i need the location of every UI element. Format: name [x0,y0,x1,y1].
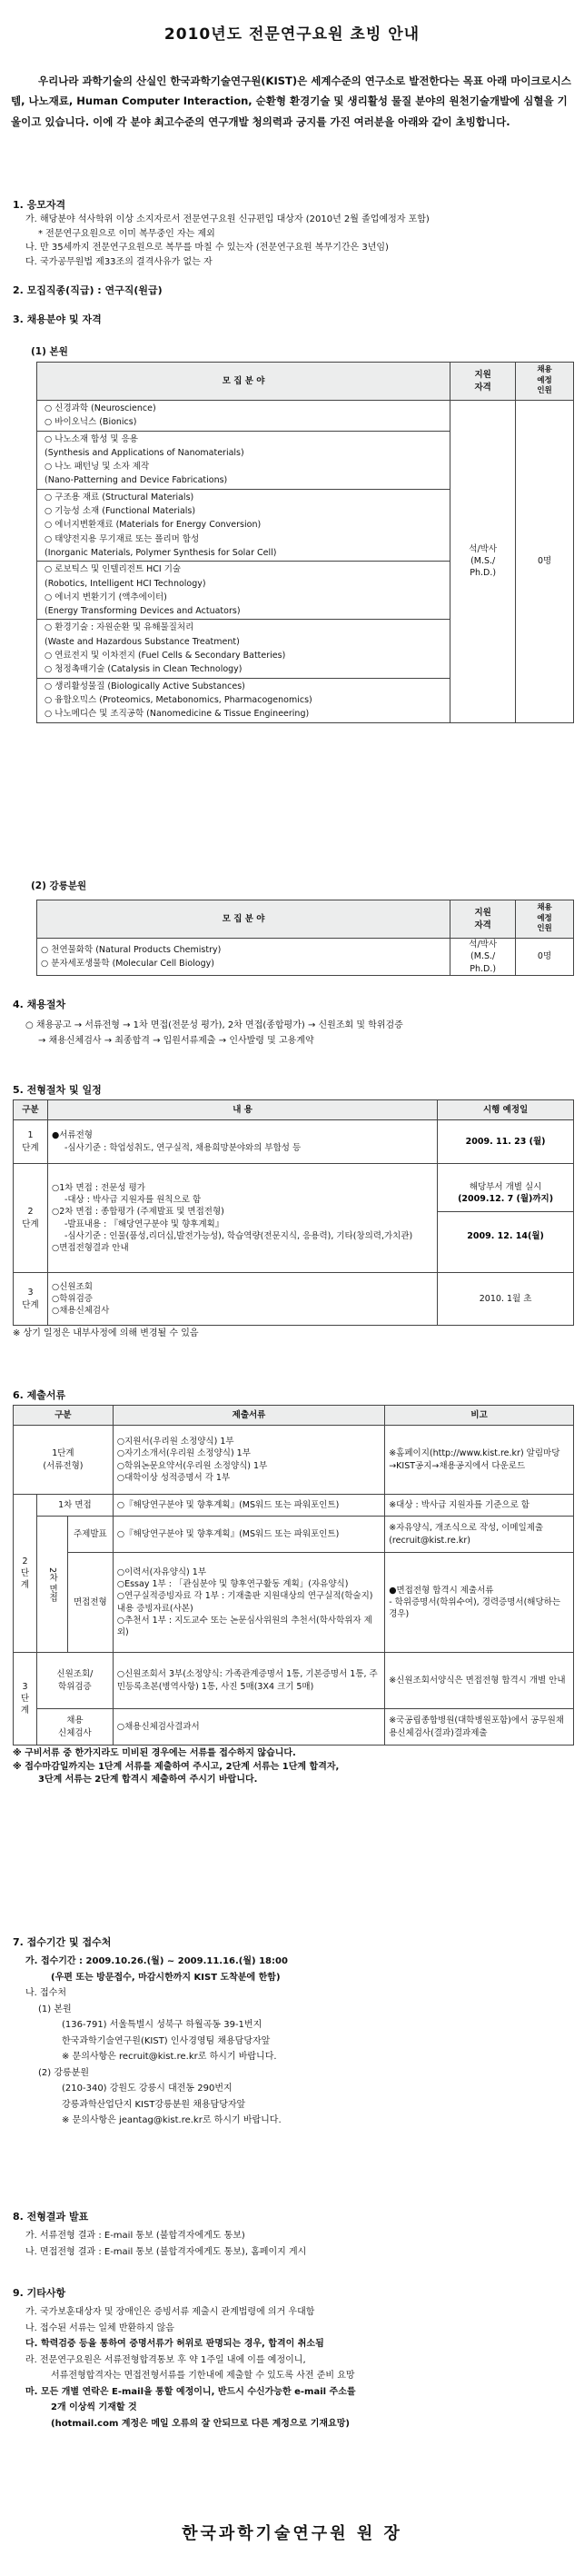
qualification: 석/박사 (M.S./ Ph.D.) [450,939,516,976]
th-field: 모 집 분 야 [37,363,450,401]
s9-item: 가. 국가보훈대상자 및 장애인은 증빙서류 제출시 관계법령에 의거 우대함 [25,2307,315,2317]
section-9-body [13,2304,571,2432]
field-item: ○ 신경과학 (Neuroscience) [45,403,156,413]
content-line: -발표내용 : 『해당연구분야 및 향후계획』 [64,1218,224,1229]
step-content [47,1120,437,1164]
documents-table [13,1405,574,1787]
s1-item-b: 나. 만 35세까지 전문연구요원으로 복무를 마칠 수 있는자 (전문연구요원 복무기간은 3년임) [25,243,389,253]
section-6-title: 6. 제출서류 [13,1389,66,1401]
doc-item: ○추천서 1부 : 지도교수 또는 논문심사위원의 추천서(학사학위자 제외) [116,1615,372,1638]
th-step: 구분 [14,1100,48,1120]
fields-table-main [36,362,574,723]
content-line: -심사기준 : 인물(품성,리더십,발전가능성), 학습역량(전문지식, 응용력), 기타(창의력,가치관) [64,1230,413,1241]
docs-footnote: 3단계 서류는 2단계 합격시 제출하여 주시기 바랍니다. [38,1775,258,1785]
row-note: ※신원조회서양식은 면접전형 합격시 개별 안내 [385,1653,574,1709]
fields-table-gangneung [36,900,574,976]
field-item: (Synthesis and Applications of Nanomaterials) [45,447,244,458]
field-item: ○ 로보틱스 및 인텔리전트 HCI 기술 [45,564,182,575]
section-8-body [13,2228,571,2260]
doc-item: ○지원서(우리원 소정양식) 1부 [116,1436,234,1447]
process-line: ○ 채용공고 → 서류전형 → 1차 면접(전문성 평가), 2차 면접(종합평가) → 신원조회 및 학위검증 [25,1020,403,1030]
row-label: 2차 면접 [36,1517,67,1653]
step-label: 3 단계 [14,1273,48,1326]
step-date: 2010. 1월 초 [438,1273,574,1326]
th-date: 시행 예정일 [438,1100,574,1120]
th-docs: 제출서류 [113,1406,384,1426]
section-3-2-title: (2) 강릉분원 [31,880,87,891]
th-qual: 지원 자격 [450,900,516,939]
section-1-body [13,213,571,269]
content-line: ○채용신체검사 [51,1306,110,1317]
s7-org: 강릉과학산업단지 KIST강릉분원 채용담당자앞 [62,2099,246,2110]
s1-item-a: 가. 해당분야 석사학위 이상 소지자로서 전문연구요원 신규편입 대상자 (2010년 2월 졸업예정자 포함) [25,214,430,224]
doc-item: ○이력서(자유양식) 1부 [116,1566,206,1577]
field-item: (Inorganic Materials, Polymer Synthesis for Solar Cell) [45,547,277,558]
hire-count: 0명 [516,939,574,976]
doc-item: ○자기소개서(우리원 소정양식) 1부 [116,1448,251,1459]
field-group [37,401,450,432]
row-label: 신원조회/ 학위검증 [36,1653,113,1709]
row-note: ※대상 : 박사급 지원자를 기준으로 함 [385,1495,574,1517]
row-note: ※홈페이지(http://www.kist.re.kr) 알림마당→KIST공지→채용공지에서 다운로드 [385,1426,574,1495]
hire-count: 0명 [516,401,574,723]
content-line: -심사기준 : 학업성취도, 연구실적, 채용희망분야와의 부합성 등 [64,1142,302,1153]
intro-paragraph: 우리나라 과학기술의 산실인 한국과학기술연구원(KIST)은 세계수준의 연구소로 발전한다는 목표 아래 마이크로시스템, 나노재료, Human Computer Interaction, 순환형 환경기술 및 생리활성 물질 분야의 원천기술개발에 심혈을 기울이고 있습니다. 이에 각 분야 최고수준의 연구개발 청의력과 긍지를 가진 여러분을 아래와 같이 초빙합니다. [11,75,571,128]
row-note: ※자유양식, 개조식으로 작성, 이메일제출 (recruit@kist.re.kr) [385,1517,574,1553]
s7-inquiry: ※ 문의사항은 jeantag@kist.re.kr로 하시기 바랍니다. [62,2115,282,2125]
page-title: 2010년도 전문연구요원 초빙 안내 [163,25,421,44]
content-line: ●서류전형 [51,1130,93,1141]
field-item: (Waste and Hazardous Substance Treatment) [45,636,240,647]
content-line: ○2차 면접 : 종합평가 (주제발표 및 면접전형) [51,1207,224,1218]
s1-item-c: 다. 국가공무원법 제33조의 결격사유가 없는 자 [25,256,213,267]
field-list [37,939,450,976]
row-label: 1차 면접 [36,1495,113,1517]
row-docs: ○『해당연구분야 및 향후계획』(MS워드 또는 파워포인트) [113,1495,384,1517]
field-item: ○ 연료전지 및 이차전지 (Fuel Cells & Secondary Batteries) [45,651,286,661]
th-count: 채용 예정 인원 [516,363,574,401]
field-item: ○ 구조용 재료 (Structural Materials) [45,492,194,502]
field-group [37,620,450,678]
s9-item: 다. 학력검증 등을 통하여 증명서류가 허위로 판명되는 경우, 합격이 취소됨 [25,2339,324,2349]
th-field: 모 집 분 야 [37,900,450,939]
step-date [438,1164,574,1273]
th-category: 구분 [14,1406,114,1426]
field-item: ○ 나노소재 합성 및 응용 [45,433,138,444]
content-line: -대상 : 박사급 지원자를 원칙으로 함 [64,1194,202,1205]
step-content [47,1273,437,1326]
step-date: 2009. 11. 23 (월) [438,1120,574,1164]
row-sublabel: 주제발표 [67,1517,113,1553]
field-group [37,432,450,490]
row-docs [113,1553,384,1653]
s7-item-a2: (우편 또는 방문접수, 마감시한까지 KIST 도착분에 한함) [51,1972,281,1983]
field-item: ○ 바이오닉스 (Bionics) [45,417,137,428]
schedule-table [13,1099,574,1341]
s7-address: (210-340) 강원도 강릉시 대전동 290번지 [62,2084,233,2094]
note-item: - 학위증명서(학위수여), 경력증명서(해당하는 경우) [389,1596,560,1620]
date-line: 2009. 12. 14(월) [467,1230,544,1241]
s9-item: 2개 이상씩 기재할 것 [51,2402,137,2412]
field-item: (Nano-Patterning and Device Fabrications) [45,475,228,486]
doc-item: ○대학이상 성적증명서 각 1부 [116,1472,231,1483]
field-item: (Robotics, Intelligent HCI Technology) [45,578,206,589]
date-line: (2009.12. 7 (월)까지) [458,1194,554,1205]
row-docs: ○『해당연구분야 및 향후계획』(MS워드 또는 파워포인트) [113,1517,384,1553]
qualification: 석/박사 (M.S./ Ph.D.) [450,401,516,723]
content-line: ○학위검증 [51,1293,93,1304]
row-label: 1단계 (서류전형) [14,1426,114,1495]
signature: 한국과학기술연구원 원 장 [182,2524,402,2543]
section-9-title: 9. 기타사항 [13,2287,66,2299]
step-content [47,1164,437,1273]
section-7-title: 7. 접수기간 및 접수처 [13,1936,112,1948]
content-line: ○신원조회 [51,1281,93,1292]
field-item: ○ 나노 패턴닝 및 소자 제작 [45,462,150,472]
field-item: ○ 기능성 소재 (Functional Materials) [45,506,196,517]
s9-item: 서류전형합격자는 면접전형서류를 기한내에 제출할 수 있도록 사전 준비 요망 [51,2371,355,2381]
s9-item: 마. 모든 개별 연락은 E-mail을 통할 예정이니, 반드시 수신가능한 e-mail 주소를 [25,2386,356,2397]
note-item: ●면접전형 합격시 제출서류 [389,1585,494,1596]
s7-item-a: 가. 접수기간 : 2009.10.26.(월) ~ 2009.11.16.(월) 18:00 [25,1956,288,1966]
row-docs: ○신원조회서 3부(소정양식: 가족관계증명서 1통, 기본증명서 1통, 주민등록초본(병역사항) 1통, 사진 5매(3X4 크기 5매) [113,1653,384,1709]
field-item: ○ 에너지 변환기기 (액추에이터) [45,592,167,602]
field-item: ○ 환경기술 : 자원순환 및 유해물질처리 [45,622,194,633]
section-3-title: 3. 채용분야 및 자격 [13,313,102,325]
s7-item-b: 나. 접수처 [25,1988,66,1998]
docs-footnote: ※ 접수마감일까지는 1단계 서류를 제출하여 주시고, 2단계 서류는 1단계 합격자, [13,1761,340,1772]
field-item: ○ 청정촉매기술 (Catalysis in Clean Technology) [45,664,243,675]
row-docs [113,1426,384,1495]
s7-org: 한국과학기술연구원(KIST) 인사경영팀 채용담당자앞 [62,2035,271,2046]
field-group [37,562,450,620]
s7-address: (136-791) 서울특별시 성북구 하월곡동 39-1번지 [62,2020,262,2030]
field-item: ○ 생리활성물질 (Biologically Active Substances) [45,681,245,691]
field-item: ○ 천연물화학 (Natural Products Chemistry) [41,944,222,955]
th-content: 내 용 [47,1100,437,1120]
docs-footnote: ※ 구비서류 중 한가지라도 미비된 경우에는 서류를 접수하지 않습니다. [13,1748,296,1758]
process-line: → 채용신체검사 → 최종합격 → 입원서류제출 → 인사발령 및 고용계약 [38,1036,314,1046]
th-qual: 지원 자격 [450,363,516,401]
field-item: ○ 융합오믹스 (Proteomics, Metabonomics, Pharmacogenomics) [45,694,312,705]
s1-item-a-note: * 전문연구요원으로 이미 복무중인 자는 제외 [38,228,215,239]
s8-item: 가. 서류전형 결과 : E-mail 통보 (불합격자에게도 통보) [25,2231,245,2241]
step-label: 3 단 계 [14,1653,37,1746]
section-8-title: 8. 전형결과 발표 [13,2211,89,2223]
content-line: ○면접전형결과 안내 [51,1243,129,1254]
s9-item: (hotmail.com 계정은 메일 오류의 잘 안되므로 다른 계정으로 기재요망) [51,2418,350,2429]
field-group [37,679,450,722]
s7-branch-2: (2) 강릉분원 [38,2067,89,2078]
field-item: ○ 나노메디슨 및 조직공학 (Nanomedicine & Tissue Engineering) [45,709,310,720]
row-note [385,1553,574,1653]
doc-item: ○연구실적증빙자료 각 1부 : 기재출판 지원대상의 연구실적(학술지) 내용 증빙자료(사본) [116,1591,373,1614]
section-1-title: 1. 응모자격 [13,199,66,211]
row-note: ※국공립종합병원(대학병원포함)에서 공무원채용신체검사(결과)결과제출 [385,1709,574,1746]
field-group [37,490,450,562]
field-item: ○ 분자세포생물학 (Molecular Cell Biology) [41,958,214,969]
content-line: ○1차 면접 : 전문성 평가 [51,1182,145,1193]
process-flow [13,1018,571,1049]
th-note: 비고 [385,1406,574,1426]
section-7-body [13,1954,571,2129]
s8-item: 나. 면접전형 결과 : E-mail 통보 (불합격자에게도 통보), 홈페이지 게시 [25,2246,307,2257]
section-3-1-title: (1) 본원 [31,346,68,357]
field-item: (Energy Transforming Devices and Actuators) [45,606,241,617]
doc-item: ○Essay 1부 : 「관심분야 및 향후연구활동 계획」(자유양식) [116,1578,349,1589]
doc-item: ○학위논문요약서(우리원 소정양식) 1부 [116,1460,268,1471]
field-item: ○ 태양전지용 무기재료 또는 폴리머 합성 [45,533,200,544]
row-docs: ○채용신체검사결과서 [113,1709,384,1746]
s9-item: 나. 접수된 서류는 일체 반환하지 않음 [25,2322,174,2333]
row-label: 채용 신체검사 [36,1709,113,1746]
row-sublabel: 면접전형 [67,1553,113,1653]
step-label: 2 단 계 [14,1495,37,1653]
s7-inquiry: ※ 문의사항은 recruit@kist.re.kr로 하시기 바랍니다. [62,2052,277,2062]
step-label: 2 단계 [14,1164,48,1273]
field-list [37,401,450,723]
section-2-title: 2. 모집직종(직급) : 연구직(원급) [13,284,163,296]
s9-item: 라. 전문연구요원은 서류전형합격통보 후 약 1주일 내에 이를 예정이니, [25,2354,306,2365]
field-item: ○ 에너지변환재료 (Materials for Energy Conversion) [45,520,262,531]
step-label: 1 단계 [14,1120,48,1164]
th-count: 채용 예정 인원 [516,900,574,939]
s7-branch-1: (1) 본원 [38,2004,72,2014]
schedule-note: ※ 상기 일정은 내부사정에 의해 변경될 수 있음 [13,1328,199,1338]
section-4-title: 4. 채용절차 [13,999,66,1010]
section-5-title: 5. 전형절차 및 일정 [13,1084,102,1096]
date-line: 해당부서 개별 실시 [469,1182,542,1193]
